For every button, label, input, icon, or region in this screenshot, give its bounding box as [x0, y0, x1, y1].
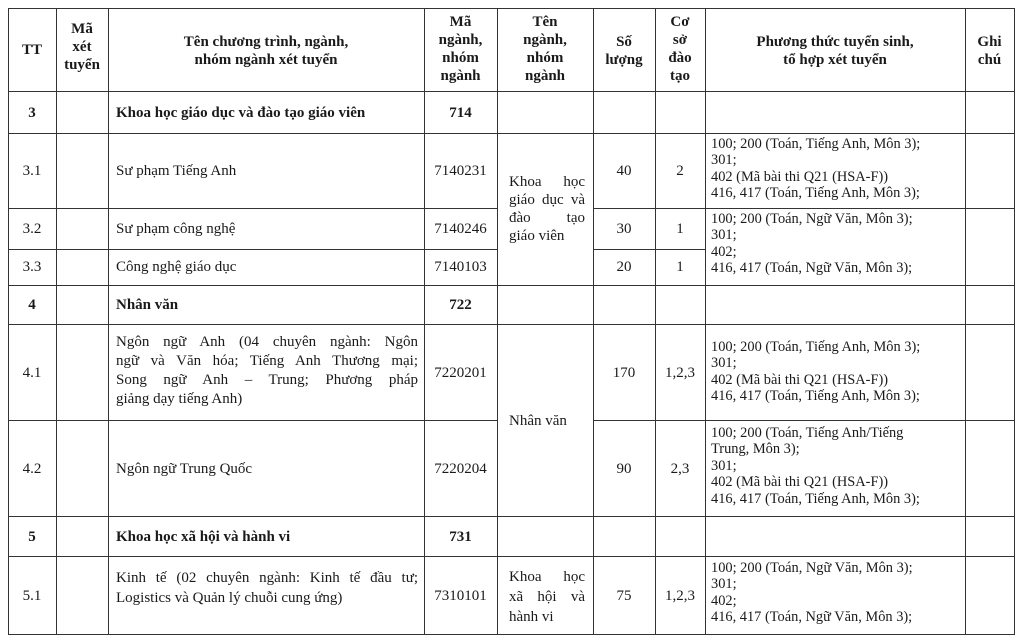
row-tt: 3.1	[22, 163, 42, 179]
header-ma-xet-tuyen: Mã xét tuyển	[64, 21, 100, 73]
row-campus: 1	[676, 259, 684, 275]
row-campus: 1,2,3	[665, 365, 695, 381]
row-qty: 30	[616, 221, 632, 237]
group-tt: 4	[28, 297, 36, 313]
row-campus: 1	[676, 221, 684, 237]
header-co-so-dao-tao: Cơ sở đào tạo	[668, 14, 692, 84]
header-ten-nganh: Tên ngành, nhóm ngành	[523, 14, 567, 84]
method-cell: 100; 200 (Toán, Ngữ Văn, Môn 3); 301; 402; 416, 417 (Toán, Ngữ Văn, Môn 3);	[711, 560, 913, 626]
row-code: 7220201	[434, 365, 487, 381]
row-code: 7140231	[434, 163, 487, 179]
row-code: 7220204	[434, 461, 487, 477]
header-so-luong: Số lượng	[605, 34, 643, 68]
row-code: 7310101	[434, 588, 487, 604]
row-name: Sư phạm Tiếng Anh	[116, 163, 237, 179]
row-campus: 2	[676, 163, 684, 179]
group-code: 722	[449, 297, 472, 313]
group-code: 731	[449, 529, 472, 545]
header-tt: TT	[21, 42, 42, 58]
row-tt: 5.1	[22, 588, 42, 604]
row-tt: 4.1	[22, 365, 42, 381]
row-qty: 20	[616, 259, 632, 275]
group-tt: 5	[28, 529, 36, 545]
row-qty: 75	[616, 588, 632, 604]
field-name: Khoa học xã hội và hành vi	[509, 569, 585, 625]
row-name: Công nghệ giáo dục	[116, 259, 237, 275]
row-name: Sư phạm công nghệ	[116, 221, 236, 237]
group-name: Nhân văn	[116, 297, 179, 313]
row-code: 7140103	[434, 259, 487, 275]
row-campus: 1,2,3	[665, 588, 695, 604]
group-name: Khoa học giáo dục và đào tạo giáo viên	[116, 105, 366, 121]
row-qty: 90	[616, 461, 632, 477]
row-code: 7140246	[434, 221, 487, 237]
header-ma-nganh: Mã ngành, nhóm ngành	[438, 14, 483, 84]
header-ten-chuong-trinh: Tên chương trình, ngành, nhóm ngành xét tuyển	[183, 34, 349, 68]
field-name: Nhân văn	[509, 413, 567, 429]
row-name: Kinh tế (02 chuyên ngành: Kinh tế đầu tư; Logistics và Quản lý chuỗi cung ứng)	[116, 570, 418, 606]
method-cell: 100; 200 (Toán, Tiếng Anh/Tiếng Trung, Môn 3); 301; 402 (Mã bài thi Q21 (HSA-F)) 416, 417 (Toán, Tiếng Anh, Môn 3);	[711, 425, 920, 507]
row-qty: 40	[616, 163, 632, 179]
row-name: Ngôn ngữ Trung Quốc	[116, 461, 253, 477]
header-ghi-chu: Ghi chú	[977, 34, 1002, 68]
group-name: Khoa học xã hội và hành vi	[116, 529, 291, 545]
row-tt: 3.2	[22, 221, 42, 237]
row-tt: 4.2	[22, 461, 42, 477]
group-tt: 3	[28, 105, 36, 121]
row-campus: 2,3	[670, 461, 690, 477]
method-cell: 100; 200 (Toán, Tiếng Anh, Môn 3); 301; 402 (Mã bài thi Q21 (HSA-F)) 416, 417 (Toán, Tiếng Anh, Môn 3);	[711, 136, 921, 202]
method-cell: 100; 200 (Toán, Ngữ Văn, Môn 3); 301; 402; 416, 417 (Toán, Ngữ Văn, Môn 3);	[711, 211, 913, 277]
row-qty: 170	[612, 365, 636, 381]
row-name: Ngôn ngữ Anh (04 chuyên ngành: Ngôn ngữ và Văn hóa; Tiếng Anh Thương mại; Song ngữ Anh – Trung; Phương pháp giảng dạy tiếng Anh)	[116, 334, 418, 407]
header-phuong-thuc: Phương thức tuyển sinh, tổ hợp xét tuyển	[756, 34, 914, 68]
row-tt: 3.3	[22, 259, 42, 275]
method-cell: 100; 200 (Toán, Tiếng Anh, Môn 3); 301; 402 (Mã bài thi Q21 (HSA-F)) 416, 417 (Toán, Tiếng Anh, Môn 3);	[711, 339, 921, 405]
group-code: 714	[449, 105, 472, 121]
field-name: Khoa học giáo dục và đào tạo giáo viên	[509, 174, 585, 244]
